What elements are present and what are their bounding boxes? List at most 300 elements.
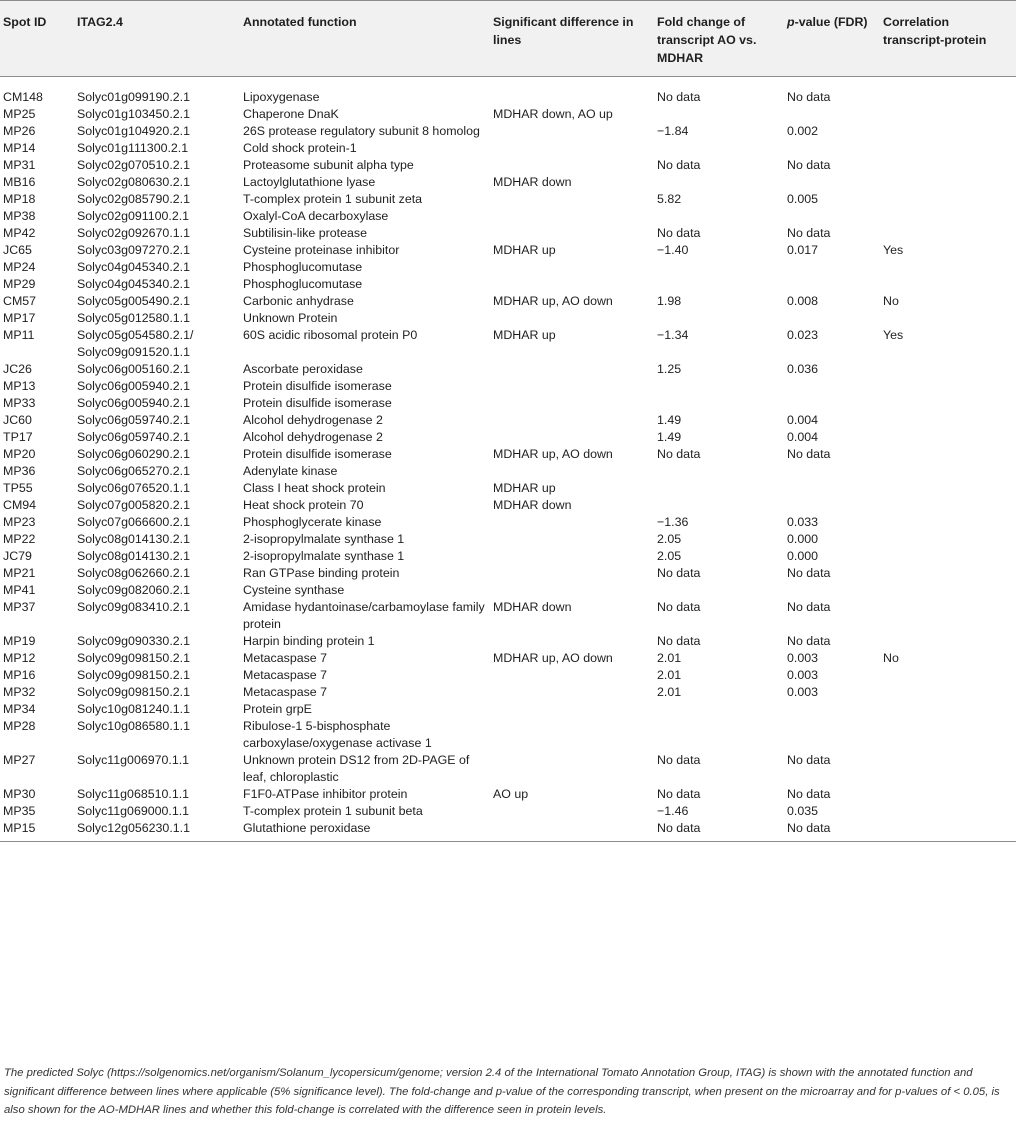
cell-annotated-function: Amidase hydantoinase/carbamoylase family protein bbox=[243, 600, 485, 631]
cell-itag: Solyc06g065270.2.1 bbox=[77, 464, 190, 478]
cell-correlation bbox=[879, 565, 1016, 582]
cell-significant-difference bbox=[489, 77, 653, 107]
cell-p-value: 0.004 bbox=[787, 413, 819, 427]
cell-correlation bbox=[879, 77, 1016, 107]
cell-annotated-function: Ribulose-1 5-bisphosphate carboxylase/oxygenase activase 1 bbox=[243, 719, 432, 750]
cell-correlation bbox=[879, 497, 1016, 514]
cell-p-value: 0.008 bbox=[787, 294, 819, 308]
cell-spot-id: CM148 bbox=[3, 90, 43, 104]
cell-fold-change: No data bbox=[657, 787, 701, 801]
cell-p-value: 0.023 bbox=[787, 328, 819, 342]
table-row bbox=[0, 531, 1016, 548]
cell-spot-id: MP30 bbox=[3, 787, 36, 801]
cell-itag: Solyc02g080630.2.1 bbox=[77, 175, 190, 189]
cell-fold-change bbox=[653, 718, 783, 752]
cell-spot-id: MP42 bbox=[3, 226, 36, 240]
cell-itag: Solyc11g006970.1.1 bbox=[77, 753, 190, 767]
cell-itag: Solyc06g060290.2.1 bbox=[77, 447, 190, 461]
table-row bbox=[0, 548, 1016, 565]
cell-itag: Solyc08g014130.2.1 bbox=[77, 549, 190, 563]
table-row bbox=[0, 752, 1016, 786]
cell-spot-id: MP15 bbox=[3, 821, 36, 835]
table-row bbox=[0, 157, 1016, 174]
cell-p-value: 0.005 bbox=[787, 192, 819, 206]
cell-itag: Solyc06g059740.2.1 bbox=[77, 413, 190, 427]
cell-annotated-function: Adenylate kinase bbox=[243, 464, 338, 478]
cell-fold-change bbox=[653, 378, 783, 395]
cell-itag: Solyc07g005820.2.1 bbox=[77, 498, 190, 512]
cell-annotated-function: 2-isopropylmalate synthase 1 bbox=[243, 532, 405, 546]
cell-significant-difference bbox=[489, 803, 653, 820]
cell-fold-change: No data bbox=[657, 634, 701, 648]
cell-significant-difference: MDHAR up bbox=[493, 243, 556, 257]
cell-significant-difference bbox=[489, 463, 653, 480]
cell-annotated-function: Phosphoglucomutase bbox=[243, 260, 363, 274]
cell-p-value: No data bbox=[787, 566, 831, 580]
cell-spot-id: JC26 bbox=[3, 362, 32, 376]
cell-itag: Solyc08g014130.2.1 bbox=[77, 532, 190, 546]
cell-spot-id: MP31 bbox=[3, 158, 36, 172]
cell-annotated-function: Cysteine synthase bbox=[243, 583, 345, 597]
cell-spot-id: MP35 bbox=[3, 804, 36, 818]
cell-p-value: No data bbox=[787, 634, 831, 648]
cell-spot-id: MP22 bbox=[3, 532, 36, 546]
cell-fold-change bbox=[653, 395, 783, 412]
cell-significant-difference: MDHAR down bbox=[493, 498, 572, 512]
table-row bbox=[0, 514, 1016, 531]
cell-fold-change bbox=[653, 480, 783, 497]
cell-p-value bbox=[783, 497, 879, 514]
cell-itag: Solyc05g012580.1.1 bbox=[77, 311, 190, 325]
cell-significant-difference bbox=[489, 361, 653, 378]
cell-correlation bbox=[879, 191, 1016, 208]
table-row bbox=[0, 667, 1016, 684]
cell-p-value: 0.003 bbox=[787, 685, 819, 699]
cell-correlation bbox=[879, 701, 1016, 718]
cell-annotated-function: Proteasome subunit alpha type bbox=[243, 158, 414, 172]
cell-fold-change: No data bbox=[657, 226, 701, 240]
cell-correlation bbox=[879, 174, 1016, 191]
cell-p-value: No data bbox=[787, 158, 831, 172]
cell-correlation bbox=[879, 412, 1016, 429]
cell-itag: Solyc06g005940.2.1 bbox=[77, 396, 190, 410]
cell-significant-difference bbox=[489, 157, 653, 174]
cell-spot-id: MP27 bbox=[3, 753, 36, 767]
cell-significant-difference: AO up bbox=[493, 787, 529, 801]
cell-p-value: 0.002 bbox=[787, 124, 819, 138]
cell-fold-change: −1.46 bbox=[657, 804, 689, 818]
table-row bbox=[0, 412, 1016, 429]
cell-spot-id: MP17 bbox=[3, 311, 36, 325]
cell-itag: Solyc06g005940.2.1 bbox=[77, 379, 190, 393]
cell-significant-difference bbox=[489, 514, 653, 531]
cell-annotated-function: Metacaspase 7 bbox=[243, 668, 328, 682]
cell-spot-id: MP33 bbox=[3, 396, 36, 410]
cell-p-value bbox=[783, 378, 879, 395]
cell-correlation bbox=[879, 514, 1016, 531]
cell-correlation bbox=[879, 548, 1016, 565]
cell-correlation bbox=[879, 378, 1016, 395]
cell-significant-difference bbox=[489, 208, 653, 225]
cell-p-value: 0.035 bbox=[787, 804, 819, 818]
cell-correlation bbox=[879, 310, 1016, 327]
cell-fold-change: −1.40 bbox=[657, 243, 689, 257]
cell-p-value: No data bbox=[787, 600, 831, 614]
cell-correlation: Yes bbox=[883, 243, 904, 257]
cell-itag: Solyc03g097270.2.1 bbox=[77, 243, 190, 257]
table-row bbox=[0, 191, 1016, 208]
cell-annotated-function: T-complex protein 1 subunit beta bbox=[243, 804, 423, 818]
cell-significant-difference bbox=[489, 225, 653, 242]
header-fold-change: Fold change of transcript AO vs. MDHAR bbox=[657, 15, 757, 65]
table-row bbox=[0, 599, 1016, 633]
cell-annotated-function: 60S acidic ribosomal protein P0 bbox=[243, 328, 418, 342]
p-value-italic-p: p bbox=[787, 15, 795, 29]
cell-itag: Solyc02g070510.2.1 bbox=[77, 158, 190, 172]
header-itag: ITAG2.4 bbox=[77, 15, 123, 29]
cell-annotated-function: Cysteine proteinase inhibitor bbox=[243, 243, 400, 257]
cell-spot-id: MP36 bbox=[3, 464, 36, 478]
cell-fold-change: No data bbox=[657, 753, 701, 767]
cell-fold-change: 1.98 bbox=[657, 294, 682, 308]
cell-significant-difference: MDHAR up, AO down bbox=[493, 651, 613, 665]
cell-annotated-function: Protein disulfide isomerase bbox=[243, 396, 392, 410]
cell-significant-difference bbox=[489, 752, 653, 786]
cell-fold-change bbox=[653, 106, 783, 123]
cell-p-value: 0.003 bbox=[787, 651, 819, 665]
cell-itag: Solyc09g082060.2.1 bbox=[77, 583, 190, 597]
cell-p-value bbox=[783, 701, 879, 718]
cell-p-value: No data bbox=[787, 90, 831, 104]
cell-significant-difference: MDHAR down bbox=[493, 600, 572, 614]
cell-itag: Solyc10g086580.1.1 bbox=[77, 719, 190, 733]
cell-fold-change: 1.25 bbox=[657, 362, 682, 376]
cell-spot-id: TP17 bbox=[3, 430, 33, 444]
cell-correlation bbox=[879, 752, 1016, 786]
cell-correlation bbox=[879, 820, 1016, 842]
cell-correlation bbox=[879, 395, 1016, 412]
table-caption: The predicted Solyc (https://solgenomics.net/organism/Solanum_lycopersicum/genome; version 2.4 of the International Tomato Annotation Group, ITAG) is shown with the annotated function and significant difference between lines where applicable (5% significance level). The fold-change and p-value of the corresponding transcript, when present on the microarray and for p-values of < 0.05, is also shown for the AO-MDHAR lines and whether this fold-change is correlated with the difference seen in protein levels. bbox=[4, 1067, 1000, 1116]
cell-itag: Solyc06g005160.2.1 bbox=[77, 362, 190, 376]
table-row bbox=[0, 820, 1016, 842]
cell-itag: Solyc01g111300.2.1 bbox=[77, 141, 189, 155]
cell-p-value bbox=[783, 463, 879, 480]
cell-p-value: 0.000 bbox=[787, 549, 819, 563]
cell-correlation: Yes bbox=[883, 328, 904, 342]
cell-annotated-function: Glutathione peroxidase bbox=[243, 821, 371, 835]
cell-spot-id: MP23 bbox=[3, 515, 36, 529]
cell-annotated-function: Carbonic anhydrase bbox=[243, 294, 354, 308]
cell-significant-difference bbox=[489, 412, 653, 429]
cell-itag: Solyc10g081240.1.1 bbox=[77, 702, 190, 716]
cell-p-value bbox=[783, 480, 879, 497]
cell-fold-change bbox=[653, 140, 783, 157]
cell-spot-id: MP32 bbox=[3, 685, 36, 699]
cell-significant-difference bbox=[489, 259, 653, 276]
cell-significant-difference: MDHAR up, AO down bbox=[493, 294, 613, 308]
cell-fold-change: −1.34 bbox=[657, 328, 689, 342]
cell-spot-id: MP11 bbox=[3, 328, 35, 342]
cell-annotated-function: Harpin binding protein 1 bbox=[243, 634, 375, 648]
header-correlation: Correlation transcript-protein bbox=[883, 15, 987, 47]
table-row bbox=[0, 140, 1016, 157]
cell-correlation bbox=[879, 633, 1016, 650]
cell-p-value: No data bbox=[787, 821, 831, 835]
cell-correlation bbox=[879, 531, 1016, 548]
cell-annotated-function: Ascorbate peroxidase bbox=[243, 362, 363, 376]
table-row bbox=[0, 463, 1016, 480]
cell-fold-change bbox=[653, 174, 783, 191]
cell-p-value bbox=[783, 208, 879, 225]
cell-p-value: 0.004 bbox=[787, 430, 819, 444]
cell-annotated-function: Lactoylglutathione lyase bbox=[243, 175, 376, 189]
table-row bbox=[0, 582, 1016, 599]
cell-correlation bbox=[879, 429, 1016, 446]
cell-significant-difference bbox=[489, 276, 653, 293]
cell-annotated-function: Protein disulfide isomerase bbox=[243, 379, 392, 393]
cell-itag: Solyc04g045340.2.1 bbox=[77, 260, 190, 274]
table-row bbox=[0, 361, 1016, 378]
cell-significant-difference bbox=[489, 718, 653, 752]
cell-fold-change bbox=[653, 310, 783, 327]
cell-significant-difference: MDHAR down bbox=[493, 175, 572, 189]
cell-annotated-function: Unknown protein DS12 from 2D-PAGE of leaf, chloroplastic bbox=[243, 753, 470, 784]
table-row bbox=[0, 259, 1016, 276]
cell-itag: Solyc07g066600.2.1 bbox=[77, 515, 190, 529]
cell-annotated-function: T-complex protein 1 subunit zeta bbox=[243, 192, 423, 206]
cell-correlation bbox=[879, 446, 1016, 463]
cell-spot-id: MP37 bbox=[3, 600, 36, 614]
table-row bbox=[0, 327, 1016, 361]
cell-itag: Solyc05g005490.2.1 bbox=[77, 294, 190, 308]
cell-correlation: No bbox=[883, 651, 899, 665]
table-row bbox=[0, 276, 1016, 293]
cell-spot-id: MP28 bbox=[3, 719, 36, 733]
cell-correlation bbox=[879, 599, 1016, 633]
cell-annotated-function: Phosphoglucomutase bbox=[243, 277, 363, 291]
cell-fold-change: No data bbox=[657, 90, 701, 104]
cell-significant-difference bbox=[489, 582, 653, 599]
cell-spot-id: MP29 bbox=[3, 277, 36, 291]
cell-spot-id: MP38 bbox=[3, 209, 36, 223]
cell-annotated-function: Class I heat shock protein bbox=[243, 481, 386, 495]
cell-itag: Solyc01g103450.2.1 bbox=[77, 107, 190, 121]
cell-correlation bbox=[879, 106, 1016, 123]
cell-itag: Solyc06g059740.2.1 bbox=[77, 430, 190, 444]
cell-fold-change: 2.05 bbox=[657, 532, 682, 546]
cell-p-value: 0.036 bbox=[787, 362, 819, 376]
cell-correlation bbox=[879, 803, 1016, 820]
table-row bbox=[0, 77, 1016, 107]
cell-fold-change bbox=[653, 497, 783, 514]
table-row bbox=[0, 174, 1016, 191]
cell-annotated-function: Subtilisin-like protease bbox=[243, 226, 367, 240]
cell-significant-difference bbox=[489, 633, 653, 650]
cell-fold-change: 5.82 bbox=[657, 192, 682, 206]
cell-p-value bbox=[783, 259, 879, 276]
cell-spot-id: MP25 bbox=[3, 107, 36, 121]
cell-p-value: No data bbox=[787, 226, 831, 240]
cell-annotated-function: Oxalyl-CoA decarboxylase bbox=[243, 209, 389, 223]
cell-correlation bbox=[879, 259, 1016, 276]
cell-annotated-function: Metacaspase 7 bbox=[243, 651, 328, 665]
cell-p-value bbox=[783, 106, 879, 123]
header-annotated-function: Annotated function bbox=[243, 15, 357, 29]
cell-correlation bbox=[879, 582, 1016, 599]
table-row bbox=[0, 803, 1016, 820]
header-row bbox=[0, 1, 1016, 77]
table-row bbox=[0, 395, 1016, 412]
table-body bbox=[0, 77, 1016, 842]
cell-spot-id: JC79 bbox=[3, 549, 32, 563]
cell-annotated-function: 2-isopropylmalate synthase 1 bbox=[243, 549, 405, 563]
table-row bbox=[0, 208, 1016, 225]
cell-significant-difference bbox=[489, 531, 653, 548]
cell-spot-id: MP41 bbox=[3, 583, 36, 597]
cell-fold-change: No data bbox=[657, 447, 701, 461]
cell-correlation bbox=[879, 208, 1016, 225]
table-row bbox=[0, 497, 1016, 514]
cell-itag: Solyc02g092670.1.1 bbox=[77, 226, 190, 240]
cell-itag: Solyc09g090330.2.1 bbox=[77, 634, 190, 648]
cell-spot-id: CM57 bbox=[3, 294, 37, 308]
cell-p-value: No data bbox=[787, 787, 831, 801]
cell-significant-difference bbox=[489, 310, 653, 327]
cell-spot-id: JC65 bbox=[3, 243, 32, 257]
table-row bbox=[0, 718, 1016, 752]
cell-annotated-function: Unknown Protein bbox=[243, 311, 338, 325]
table-row bbox=[0, 242, 1016, 259]
cell-p-value bbox=[783, 718, 879, 752]
cell-significant-difference: MDHAR down, AO up bbox=[493, 107, 613, 121]
cell-significant-difference bbox=[489, 667, 653, 684]
cell-itag: Solyc12g056230.1.1 bbox=[77, 821, 190, 835]
cell-annotated-function: Ran GTPase binding protein bbox=[243, 566, 400, 580]
cell-fold-change bbox=[653, 463, 783, 480]
cell-significant-difference bbox=[489, 565, 653, 582]
table-row bbox=[0, 123, 1016, 140]
cell-spot-id: MB16 bbox=[3, 175, 36, 189]
cell-annotated-function: Heat shock protein 70 bbox=[243, 498, 364, 512]
cell-fold-change bbox=[653, 701, 783, 718]
cell-p-value bbox=[783, 582, 879, 599]
table-row bbox=[0, 565, 1016, 582]
cell-fold-change: 2.01 bbox=[657, 651, 682, 665]
cell-spot-id: MP14 bbox=[3, 141, 36, 155]
table-row bbox=[0, 684, 1016, 701]
cell-itag: Solyc09g098150.2.1 bbox=[77, 685, 190, 699]
cell-spot-id: CM94 bbox=[3, 498, 37, 512]
cell-annotated-function: 26S protease regulatory subunit 8 homolog bbox=[243, 124, 480, 138]
cell-significant-difference bbox=[489, 701, 653, 718]
cell-significant-difference bbox=[489, 548, 653, 565]
table-row bbox=[0, 786, 1016, 803]
cell-fold-change: 1.49 bbox=[657, 430, 682, 444]
cell-fold-change bbox=[653, 259, 783, 276]
cell-itag: Solyc11g069000.1.1 bbox=[77, 804, 190, 818]
cell-itag: Solyc01g099190.2.1 bbox=[77, 90, 190, 104]
cell-significant-difference bbox=[489, 378, 653, 395]
cell-p-value: 0.003 bbox=[787, 668, 819, 682]
cell-annotated-function: Chaperone DnaK bbox=[243, 107, 339, 121]
cell-itag: Solyc08g062660.2.1 bbox=[77, 566, 190, 580]
cell-correlation bbox=[879, 140, 1016, 157]
cell-p-value: 0.017 bbox=[787, 243, 819, 257]
table-row bbox=[0, 293, 1016, 310]
cell-annotated-function: Protein grpE bbox=[243, 702, 312, 716]
table-row bbox=[0, 446, 1016, 463]
header-spot-id: Spot ID bbox=[3, 15, 47, 29]
cell-fold-change: −1.36 bbox=[657, 515, 689, 529]
cell-annotated-function: Phosphoglycerate kinase bbox=[243, 515, 382, 529]
p-value-rest: -value (FDR) bbox=[794, 15, 868, 29]
cell-spot-id: MP13 bbox=[3, 379, 36, 393]
cell-spot-id: MP18 bbox=[3, 192, 36, 206]
cell-spot-id: MP24 bbox=[3, 260, 36, 274]
cell-spot-id: MP34 bbox=[3, 702, 36, 716]
cell-correlation bbox=[879, 123, 1016, 140]
cell-p-value bbox=[783, 174, 879, 191]
cell-fold-change: −1.84 bbox=[657, 124, 689, 138]
cell-fold-change: 2.01 bbox=[657, 685, 682, 699]
cell-p-value bbox=[783, 276, 879, 293]
cell-significant-difference bbox=[489, 429, 653, 446]
table-header bbox=[0, 1, 1016, 77]
cell-significant-difference bbox=[489, 191, 653, 208]
cell-spot-id: MP21 bbox=[3, 566, 36, 580]
cell-correlation bbox=[879, 463, 1016, 480]
cell-spot-id: MP20 bbox=[3, 447, 36, 461]
table-row bbox=[0, 310, 1016, 327]
cell-itag: Solyc09g098150.2.1 bbox=[77, 651, 190, 665]
cell-significant-difference: MDHAR up bbox=[493, 481, 556, 495]
cell-p-value bbox=[783, 310, 879, 327]
cell-annotated-function: Lipoxygenase bbox=[243, 90, 320, 104]
cell-correlation bbox=[879, 667, 1016, 684]
cell-p-value: No data bbox=[787, 753, 831, 767]
cell-itag: Solyc02g091100.2.1 bbox=[77, 209, 190, 223]
table-row bbox=[0, 650, 1016, 667]
cell-fold-change: No data bbox=[657, 600, 701, 614]
cell-itag: Solyc04g045340.2.1 bbox=[77, 277, 190, 291]
table-row bbox=[0, 633, 1016, 650]
cell-spot-id: TP55 bbox=[3, 481, 33, 495]
cell-fold-change: No data bbox=[657, 821, 701, 835]
cell-significant-difference bbox=[489, 140, 653, 157]
cell-spot-id: MP26 bbox=[3, 124, 36, 138]
cell-p-value: 0.000 bbox=[787, 532, 819, 546]
table-row bbox=[0, 378, 1016, 395]
cell-fold-change bbox=[653, 208, 783, 225]
cell-significant-difference: MDHAR up bbox=[493, 328, 556, 342]
cell-itag: Solyc11g068510.1.1 bbox=[77, 787, 190, 801]
cell-correlation: No bbox=[883, 294, 899, 308]
cell-itag: Solyc09g083410.2.1 bbox=[77, 600, 190, 614]
cell-fold-change: 2.05 bbox=[657, 549, 682, 563]
cell-correlation bbox=[879, 480, 1016, 497]
cell-itag: Solyc05g054580.2.1/ Solyc09g091520.1.1 bbox=[77, 328, 194, 359]
cell-itag: Solyc06g076520.1.1 bbox=[77, 481, 190, 495]
cell-annotated-function: Protein disulfide isomerase bbox=[243, 447, 392, 461]
cell-fold-change: 1.49 bbox=[657, 413, 682, 427]
cell-annotated-function: F1F0-ATPase inhibitor protein bbox=[243, 787, 408, 801]
cell-annotated-function: Alcohol dehydrogenase 2 bbox=[243, 413, 383, 427]
cell-p-value bbox=[783, 140, 879, 157]
table-row bbox=[0, 106, 1016, 123]
cell-significant-difference bbox=[489, 684, 653, 701]
cell-spot-id: MP16 bbox=[3, 668, 36, 682]
cell-annotated-function: Alcohol dehydrogenase 2 bbox=[243, 430, 383, 444]
